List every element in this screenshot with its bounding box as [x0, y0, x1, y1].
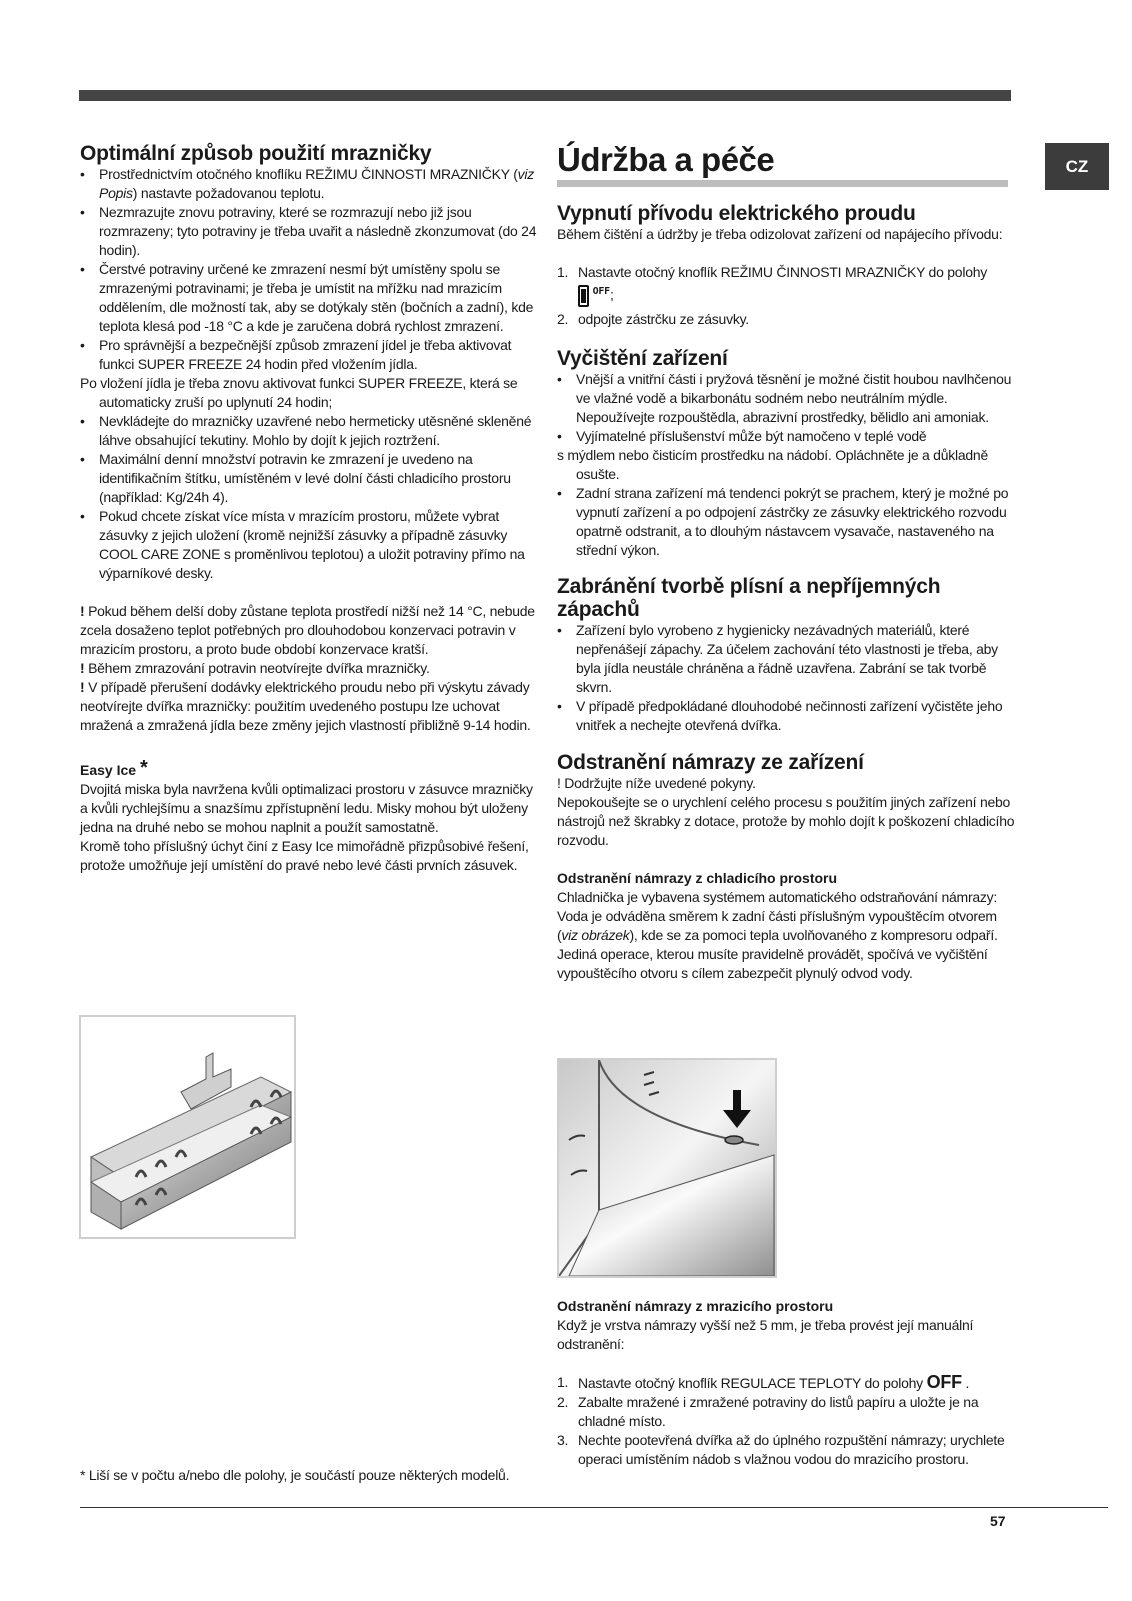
list-item: 2. Zabalte mražené i zmražené potraviny do listů papíru a uložte je na chladné místo. [557, 1394, 979, 1429]
list-item: • Nezmrazujte znovu potraviny, které se rozmrazují nebo již jsou rozmrazeny; tyto potraviny je třeba uvařit a následně zkonzumovat (do 24 hodin). [80, 203, 540, 260]
top-bar [79, 90, 1011, 101]
defrost-section-title: Odstranění námrazy ze zařízení [557, 750, 864, 774]
warning-door: ! Během zmrazování potravin neotvírejte dvířka mrazničky. [80, 660, 430, 676]
list-item: • V případě předpokládané dlouhodobé nečinnosti zařízení vyčistěte jeho vnitřek a nechejte otevřená dvířka. [557, 697, 1017, 735]
freezer-list-2 [80, 412, 540, 583]
list-item: 2. odpojte zástrčku ze zásuvky. [557, 310, 749, 327]
right-column [557, 142, 1017, 983]
mould-list [557, 621, 1017, 735]
list-item: • Nevkládejte do mrazničky uzavřené nebo hermeticky utěsněné skleněné láhve obsahující tekutiny. Mohlo by dojít k jejich roztržení. [80, 412, 540, 450]
power-section-title: Vypnutí přívodu elektrického proudu [557, 202, 916, 225]
warning-temperature: ! Pokud během delší doby zůstane teplota prostředí nižší než 14 °C, nebude zcela dosaženo teplot potřebných pro dlouhodobou konzervaci potravin v mrazicím prostoru, a proto bude období konzervace kratší. [80, 603, 535, 657]
defrost-warning: ! Dodržujte níže uvedené pokyny. [557, 774, 756, 791]
footnote: * Liší se v počtu a/nebo dle polohy, je součástí pouze některých modelů. [80, 1467, 510, 1483]
right-column-bottom [557, 1297, 1017, 1469]
defrost-paragraph: Nepokoušejte se o urychlení celého procesu s použitím jiných zařízení nebo nástrojů než škrabky z dotace, protože by mohlo dojít k poškození chladicího rozvodu. [557, 793, 1015, 848]
list-item: • Maximální denní množství potravin ke zmrazení je uvedeno na identifikačním štítku, umístěném v levé dolní části chladicího prostoru (například: Kg/24h 4). [80, 450, 540, 507]
left-column [80, 142, 540, 875]
language-tab: CZ [1045, 143, 1109, 190]
list-item: • Prostřednictvím otočného knoflíku REŽIMU ČINNOSTI MRAZNIČKY (viz Popis) nastavte požadovanou teplotu. [80, 165, 540, 203]
knob-off-icon [578, 285, 589, 307]
power-paragraph: Během čištění a údržby je třeba odizolovat zařízení od napájecího přívodu: [557, 226, 1003, 242]
page-title: Údržba a péče [557, 141, 775, 178]
title-underline [557, 180, 1008, 187]
bottom-rule [80, 1507, 1108, 1508]
cleaning-list [557, 370, 1017, 446]
cleaning-note: s mýdlem nebo čisticím prostředku na nádobí. Opláchněte je a důkladně osušte. [557, 446, 989, 482]
list-item: 1. Nastavte otočný knoflík REGULACE TEPLOTY do polohy OFF . [557, 1372, 970, 1392]
list-item: 1. Nastavte otočný knoflík REŽIMU ČINNOSTI MRAZNIČKY do polohy $^{OFF}$; [557, 263, 1017, 307]
easy-ice-paragraph: Kromě toho příslušný úchyt činí z Easy Ice mimořádně přizpůsobivé řešení, protože umožňuje její umístění do pravé nebo levé části prvních zásuvek. [80, 838, 529, 873]
freezer-defrost-steps [557, 1373, 1017, 1469]
power-steps [557, 263, 1017, 329]
warning-power-outage: ! V případě přerušení dodávky elektrického proudu nebo při výskytu závady neotvírejte dvířka mrazničky: použitím uvedeného postupu lze uchovat mražená a zmražená jídla beze změny jejich vlastností přibližně 9-14 hodin. [80, 679, 531, 733]
super-freeze-note: Po vložení jídla je třeba znovu aktivovat funkci SUPER FREEZE, která se automaticky zruší po uplynutí 24 hodin; [80, 375, 518, 410]
freezer-defrost-title: Odstranění námrazy z mrazicího prostoru [557, 1298, 834, 1314]
freezer-defrost-paragraph: Když je vrstva námrazy vyšší než 5 mm, je třeba provést její manuální odstranění: [557, 1317, 974, 1352]
list-item: • Pokud chcete získat více místa v mrazícím prostoru, můžete vybrat zásuvky z jejich uložení (kromě nejnižší zásuvky a případně zásuvky COOL CARE ZONE s proměnlivou teplotou) a uložit potraviny přímo na výparníkové desky. [80, 507, 540, 583]
fridge-defrost-title: Odstranění námrazy z chladicího prostoru [557, 869, 838, 886]
list-item: • Vnější a vnitřní části i pryžová těsnění je možné čistit houbou navlhčenou ve vlažné vodě a bikarbonátu sodném nebo neutrálním mýdle. Nepoužívejte rozpouštědla, abrazivní prostředky, bělidlo ani amoniak. [557, 370, 1017, 427]
fridge-defrost-paragraph: Chladnička je vybavena systémem automatického odstraňování námrazy: Voda je odváděna směrem k zadní části příslušným vypouštěcím otvorem (viz obrázek), kde se za pomoci tepla uvolňovaného z kompresoru odpaří. Jediná operace, kterou musíte pravidelně provádět, spočívá ve vyčištění vypouštěcího otvoru s cílem zabezpečit plynulý odvod vody. [557, 888, 998, 981]
cleaning-section-title: Vyčištění zařízení [557, 346, 728, 370]
cleaning-list-2 [557, 484, 1017, 560]
list-item: 3. Nechte pootevřená dvířka až do úplného rozpuštění námrazy; urychlete operaci umístěním nádob s vlažnou vodou do mrazicího prostoru. [557, 1432, 1005, 1467]
list-item: • Pro správnější a bezpečnější způsob zmrazení jídel je třeba aktivovat funkci SUPER FREEZE 24 hodin před vložením jídla. [80, 336, 540, 374]
page-number: 57 [990, 1513, 1006, 1529]
list-item: • Zadní strana zařízení má tendenci pokrýt se prachem, který je možné po vypnutí zařízení a po odpojení zástrčky ze zásuvky elektrického rozvodu opatrně odstranit, a to dlouhým nástavcem vysavače, nastaveného na střední výkon. [557, 484, 1017, 560]
list-item: • Vyjímatelné příslušenství může být namočeno v teplé vodě [557, 427, 1017, 446]
drain-hole-image [557, 1058, 777, 1278]
list-item: • Zařízení bylo vyrobeno z hygienicky nezávadných materiálů, které nepřenášejí zápachy. Za účelem zachování této vlastnosti je třeba, aby byla jídla neustále chráněna a řádně uzavřena. Zabrání se tak tvorbě skvrn. [557, 621, 1017, 697]
easy-ice-title: Easy Ice * [80, 757, 148, 779]
easy-ice-tray-image [79, 1015, 296, 1239]
mould-section-title: Zabránění tvorbě plísní a nepříjemných zápachů [557, 574, 941, 621]
freezer-list [80, 165, 540, 374]
easy-ice-paragraph: Dvojitá miska byla navržena kvůli optimalizaci prostoru v zásuvce mrazničky a kvůli rychlejšímu a snazšímu zpřístupnění ledu. Misky mohou být uloženy jedna na druhé nebo se mohou naplnit a použít samostatně. [80, 781, 533, 835]
freezer-section-title: Optimální způsob použití mrazničky [80, 142, 432, 165]
list-item: • Čerstvé potraviny určené ke zmrazení nesmí být umístěny spolu se zmrazenými potravinami; je třeba je umístit na mřížku nad mrazicím oddělením, dle možností tak, aby se dotýkaly stěn (bočních a zadní), kde teplota klesá pod -18 °C a kde je zaručena dobrá rychlost zmrazení. [80, 260, 540, 336]
